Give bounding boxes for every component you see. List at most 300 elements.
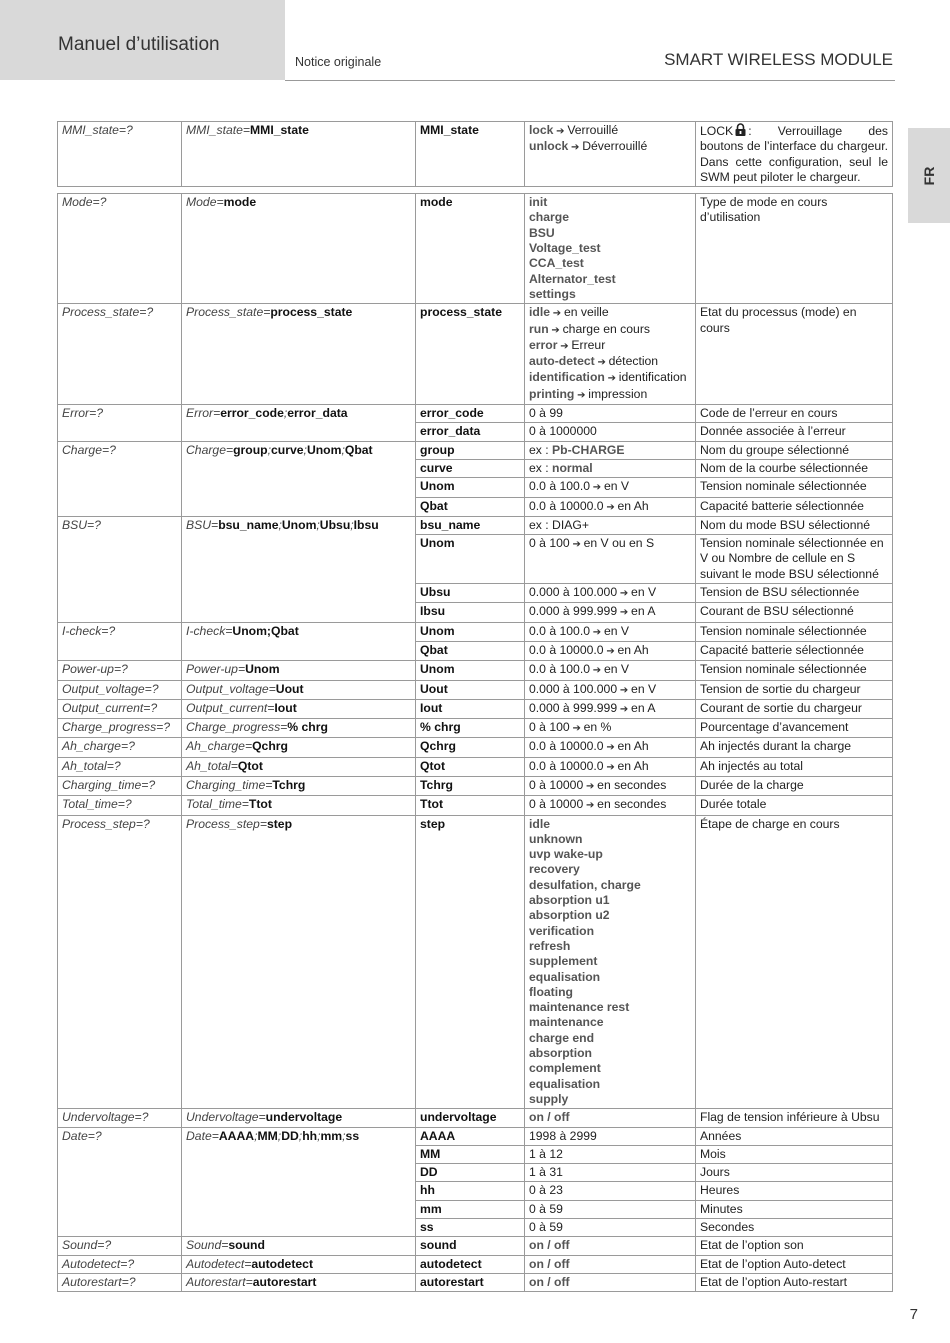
response-param: process_state — [270, 305, 353, 320]
separator: ; — [277, 1128, 282, 1143]
param-name-cell: Unom — [416, 478, 525, 497]
value-line — [529, 424, 691, 439]
value-text: impression — [588, 386, 648, 401]
description-cell: Durée totale — [696, 796, 893, 815]
table-row — [58, 796, 893, 815]
value-line — [529, 338, 691, 354]
values-cell — [525, 776, 696, 795]
product-name: SMART WIRELESS MODULE — [664, 50, 893, 69]
values-cell — [525, 1164, 696, 1182]
separator: ; — [316, 517, 320, 532]
response-cell — [182, 699, 416, 718]
values-cell — [525, 497, 696, 516]
description-cell: Ah injectés durant la charge — [696, 738, 893, 757]
response-param: MMI_state — [250, 123, 309, 137]
value-text: 0 à 59 — [529, 1201, 563, 1216]
description-cell: Tension de sortie du chargeur — [696, 680, 893, 699]
response-prefix: Charge_progress= — [186, 720, 288, 735]
value-keyword: on / off — [529, 1274, 570, 1289]
command-cell: Undervoltage=? — [58, 1109, 182, 1127]
value-line — [529, 1220, 691, 1235]
command-cell: Power-up=? — [58, 661, 182, 680]
values-cell — [525, 1237, 696, 1255]
value-text: 0 à 23 — [529, 1183, 563, 1198]
response-prefix: Output_voltage= — [186, 681, 276, 696]
response-prefix: Error= — [186, 406, 221, 421]
value-text: 0 à 99 — [529, 406, 563, 421]
command-cell: Date=? — [58, 1127, 182, 1237]
param-name-cell: curve — [416, 459, 525, 477]
param-name-cell: Qbat — [416, 641, 525, 660]
value-line — [529, 847, 691, 862]
value-text: 0.000 à 100.000 — [529, 585, 618, 600]
response-param: autorestart — [252, 1274, 317, 1289]
value-keyword: maintenance — [529, 1015, 604, 1030]
value-unit: en Ah — [617, 642, 649, 657]
values-cell — [525, 796, 696, 815]
values-cell — [525, 516, 696, 534]
description-cell: Tension de BSU sélectionnée — [696, 584, 893, 603]
response-prefix: I-check= — [186, 623, 233, 638]
value-text: charge en cours — [562, 321, 650, 336]
response-param: error_data — [287, 406, 348, 421]
value-unit: en V — [631, 681, 657, 696]
value-line — [529, 123, 691, 139]
table-row — [58, 757, 893, 776]
response-cell — [182, 1109, 416, 1127]
table-row — [58, 719, 893, 738]
value-unit: en V ou en S — [583, 536, 655, 551]
response-prefix: Autorestart= — [186, 1274, 253, 1289]
value-text: 0 à 1000000 — [529, 424, 597, 439]
value-line — [529, 499, 691, 515]
value-line — [529, 195, 691, 210]
param-name-cell: Qchrg — [416, 738, 525, 757]
description-cell: Minutes — [696, 1200, 893, 1218]
values-cell — [525, 1109, 696, 1127]
value-line — [529, 1031, 691, 1046]
value-keyword: absorption u2 — [529, 908, 610, 923]
arrow-icon: ➔ — [568, 142, 583, 154]
response-param: bsu_name — [218, 517, 279, 532]
response-prefix: BSU= — [186, 517, 219, 532]
value-line — [529, 643, 691, 659]
document-title: Manuel d’utilisation — [58, 34, 220, 55]
value-text: 0.0 à 100.0 — [529, 623, 590, 638]
value-text: Erreur — [571, 337, 606, 352]
response-param: Ibsu — [353, 517, 379, 532]
value-line — [529, 908, 691, 923]
language-tab — [908, 128, 950, 223]
value-unit: en secondes — [597, 797, 667, 812]
value-text: 0.0 à 100.0 — [529, 662, 590, 677]
description-cell: Pourcentage d’avancement — [696, 719, 893, 738]
values-cell — [525, 622, 696, 641]
param-name-cell: mm — [416, 1200, 525, 1218]
values-cell — [525, 1219, 696, 1237]
row-gap-cell — [58, 187, 893, 194]
table-row — [58, 815, 893, 1109]
value-unit: en % — [583, 720, 612, 735]
description-cell: Capacité batterie sélectionnée — [696, 641, 893, 660]
response-prefix: Date= — [186, 1128, 219, 1143]
arrow-icon: ➔ — [583, 780, 598, 792]
response-cell — [182, 405, 416, 442]
value-line — [529, 1202, 691, 1217]
response-cell — [182, 796, 416, 815]
document-subtitle: Notice originale — [295, 55, 382, 69]
response-param: Tchrg — [272, 777, 306, 792]
param-name-cell: error_data — [416, 423, 525, 441]
response-param: step — [266, 816, 293, 831]
description-cell: Tension nominale sélectionnée — [696, 478, 893, 497]
table-row — [58, 699, 893, 718]
row-gap — [58, 187, 893, 194]
value-keyword: BSU — [529, 225, 555, 240]
response-param: Unom — [281, 517, 317, 532]
response-param: AAAA — [218, 1128, 255, 1143]
response-prefix: Autodetect= — [186, 1256, 252, 1271]
value-text: 1 à 31 — [529, 1165, 563, 1180]
value-line — [529, 739, 691, 755]
value-line — [529, 479, 691, 495]
response-cell — [182, 441, 416, 516]
description-cell: Etat de l’option Auto-detect — [696, 1255, 893, 1273]
value-line — [529, 322, 691, 338]
param-name-cell: mode — [416, 194, 525, 304]
command-cell: BSU=? — [58, 516, 182, 622]
command-cell: Output_current=? — [58, 699, 182, 718]
value-unit: en Ah — [617, 498, 649, 513]
value-text: 0 à 100 — [529, 536, 570, 551]
value-line — [529, 1092, 691, 1107]
table-row — [58, 194, 893, 304]
table-row — [58, 1255, 893, 1273]
values-cell — [525, 1200, 696, 1218]
arrow-icon: ➔ — [603, 645, 618, 657]
value-line — [529, 817, 691, 832]
values-cell — [525, 1145, 696, 1163]
param-name-cell: MM — [416, 1145, 525, 1163]
value-keyword: idle — [529, 816, 550, 831]
value-unit: en V — [603, 623, 630, 638]
response-cell — [182, 1237, 416, 1255]
value-keyword: on / off — [529, 1256, 570, 1271]
value-keyword: supply — [529, 1091, 569, 1106]
response-prefix: Total_time= — [186, 797, 249, 812]
param-name-cell: sound — [416, 1237, 525, 1255]
separator: ; — [283, 406, 288, 421]
value-keyword: Pb-CHARGE — [552, 442, 625, 457]
description-cell: Courant de sortie du chargeur — [696, 699, 893, 718]
value-line — [529, 720, 691, 736]
value-keyword: error — [529, 337, 558, 352]
value-keyword: identification — [529, 370, 605, 385]
description-cell: Etat du processus (mode) en cours — [696, 304, 893, 405]
description-text: LOCK — [700, 124, 734, 138]
response-cell — [182, 719, 416, 738]
response-prefix: Sound= — [186, 1238, 229, 1253]
value-keyword: idle — [529, 305, 550, 320]
value-keyword: run — [529, 321, 549, 336]
value-line — [529, 662, 691, 678]
value-keyword: maintenance rest — [529, 1000, 630, 1015]
response-cell — [182, 516, 416, 622]
response-param: sound — [228, 1238, 265, 1253]
value-text: 0 à 10000 — [529, 797, 584, 812]
value-line — [529, 1046, 691, 1061]
table-row — [58, 1127, 893, 1145]
value-text: en veille — [563, 305, 609, 320]
separator: ; — [267, 442, 272, 457]
arrow-icon: ➔ — [617, 684, 632, 696]
values-cell — [525, 680, 696, 699]
value-line — [529, 778, 691, 794]
separator: ; — [278, 517, 282, 532]
table-row — [58, 1237, 893, 1255]
value-unit: en Ah — [617, 739, 649, 754]
value-text: 0.0 à 10000.0 — [529, 739, 604, 754]
value-line — [529, 1129, 691, 1144]
arrow-icon: ➔ — [553, 126, 568, 137]
values-cell — [525, 122, 696, 187]
response-param: Qchrg — [252, 739, 288, 754]
value-line — [529, 585, 691, 601]
value-line — [529, 1077, 691, 1092]
value-line — [529, 682, 691, 698]
description-text: : Verrouillage des boutons de l’interface du chargeur. Dans cette configuration, seul le SWM peut piloter le chargeur. — [700, 124, 888, 184]
arrow-icon: ➔ — [617, 607, 632, 619]
value-line — [529, 862, 691, 877]
value-text: 0.0 à 100.0 — [529, 479, 590, 494]
response-param: Unom;Qbat — [232, 623, 299, 638]
values-cell — [525, 699, 696, 718]
value-line — [529, 954, 691, 969]
description-cell: Code de l’erreur en cours — [696, 405, 893, 423]
description-cell: Étape de charge en cours — [696, 815, 893, 1109]
param-name-cell: process_state — [416, 304, 525, 405]
value-text: 0.000 à 999.999 — [529, 604, 618, 619]
command-cell: Sound=? — [58, 1237, 182, 1255]
table-row — [58, 516, 893, 534]
param-name-cell: Unom — [416, 535, 525, 584]
arrow-icon: ➔ — [569, 539, 584, 551]
value-unit: en secondes — [597, 777, 667, 792]
response-cell — [182, 815, 416, 1109]
values-cell — [525, 1182, 696, 1200]
arrow-icon: ➔ — [603, 742, 618, 754]
description-cell: Durée de la charge — [696, 776, 893, 795]
separator: ; — [317, 1128, 321, 1143]
value-unit: en Ah — [617, 758, 649, 773]
response-cell — [182, 680, 416, 699]
value-unit: en V — [603, 662, 630, 677]
response-cell — [182, 661, 416, 680]
response-cell — [182, 776, 416, 795]
response-param: ss — [345, 1128, 360, 1143]
value-keyword: lock — [529, 123, 554, 137]
values-cell — [525, 423, 696, 441]
value-text: 0 à 100 — [529, 720, 570, 735]
separator: ; — [350, 517, 354, 532]
description-cell: Tension nominale sélectionnée — [696, 622, 893, 641]
description-cell: Etat de l’option son — [696, 1237, 893, 1255]
value-keyword: settings — [529, 286, 576, 301]
response-param: curve — [271, 442, 304, 457]
response-param: Ubsu — [319, 517, 351, 532]
description-cell: Ah injectés au total — [696, 757, 893, 776]
values-cell — [525, 1255, 696, 1273]
value-keyword: auto-detect — [529, 354, 595, 369]
value-keyword: verification — [529, 923, 595, 938]
values-cell — [525, 459, 696, 477]
value-keyword: absorption — [529, 1046, 592, 1061]
value-line — [529, 701, 691, 717]
command-cell: Charging_time=? — [58, 776, 182, 795]
response-param: Qtot — [237, 758, 263, 773]
value-keyword: refresh — [529, 938, 571, 953]
values-cell — [525, 478, 696, 497]
param-name-cell: group — [416, 441, 525, 459]
param-name-cell: ss — [416, 1219, 525, 1237]
arrow-icon: ➔ — [583, 800, 598, 812]
command-cell: MMI_state=? — [58, 122, 182, 187]
command-cell: Autodetect=? — [58, 1255, 182, 1273]
response-param: Unom — [245, 662, 280, 677]
command-cell: Charge_progress=? — [58, 719, 182, 738]
value-line — [529, 1015, 691, 1030]
param-name-cell: Uout — [416, 680, 525, 699]
header-divider — [285, 80, 895, 81]
value-keyword: Voltage_test — [529, 241, 601, 256]
value-keyword: absorption u1 — [529, 893, 610, 908]
value-text: détection — [608, 354, 659, 369]
param-name-cell: Ttot — [416, 796, 525, 815]
value-text: Déverrouillé — [582, 139, 648, 154]
values-cell — [525, 405, 696, 423]
value-keyword: recovery — [529, 862, 580, 877]
response-prefix: Process_step= — [186, 816, 267, 831]
value-keyword: on / off — [529, 1238, 570, 1253]
value-text: 1 à 12 — [529, 1146, 563, 1161]
value-line — [529, 139, 691, 155]
value-keyword: on / off — [529, 1110, 570, 1125]
value-text: 0.000 à 100.000 — [529, 681, 618, 696]
value-line — [529, 939, 691, 954]
command-cell: Mode=? — [58, 194, 182, 304]
value-line — [529, 272, 691, 287]
response-param: % chrg — [287, 720, 328, 735]
value-line — [529, 256, 691, 271]
value-line — [529, 1238, 691, 1253]
table-row — [58, 1273, 893, 1291]
value-line — [529, 461, 691, 476]
arrow-icon: ➔ — [557, 340, 572, 352]
value-line — [529, 970, 691, 985]
param-name-cell: % chrg — [416, 719, 525, 738]
value-keyword: normal — [552, 460, 593, 475]
param-name-cell: autodetect — [416, 1255, 525, 1273]
command-cell: Error=? — [58, 405, 182, 442]
response-cell — [182, 304, 416, 405]
param-name-cell: Unom — [416, 661, 525, 680]
table-row — [58, 680, 893, 699]
lock-icon — [735, 123, 746, 135]
description-cell: Etat de l’option Auto-restart — [696, 1273, 893, 1291]
value-line — [529, 832, 691, 847]
values-cell — [525, 719, 696, 738]
param-name-cell: Ubsu — [416, 584, 525, 603]
command-cell: Ah_total=? — [58, 757, 182, 776]
response-param: mm — [320, 1128, 343, 1143]
value-line — [529, 210, 691, 225]
command-cell: Autorestart=? — [58, 1273, 182, 1291]
table-row — [58, 122, 893, 187]
param-name-cell: autorestart — [416, 1273, 525, 1291]
values-cell — [525, 1273, 696, 1291]
value-line — [529, 624, 691, 640]
response-cell — [182, 1255, 416, 1273]
values-cell — [525, 603, 696, 622]
arrow-icon: ➔ — [603, 501, 618, 513]
values-cell — [525, 584, 696, 603]
description-cell: Courant de BSU sélectionné — [696, 603, 893, 622]
response-param: Qbat — [344, 442, 373, 457]
value-line — [529, 226, 691, 241]
value-keyword: printing — [529, 386, 575, 401]
response-param: Uout — [275, 681, 304, 696]
command-cell: Charge=? — [58, 441, 182, 516]
value-text: identification — [618, 370, 687, 385]
arrow-icon: ➔ — [574, 389, 589, 401]
values-cell — [525, 815, 696, 1109]
description-cell: Donnée associée à l’erreur — [696, 423, 893, 441]
param-name-cell: MMI_state — [416, 122, 525, 187]
command-cell: Total_time=? — [58, 796, 182, 815]
value-line — [529, 305, 691, 321]
value-keyword: floating — [529, 984, 574, 999]
value-keyword: uvp wake-up — [529, 847, 603, 862]
separator: ; — [341, 442, 345, 457]
command-cell: Process_step=? — [58, 815, 182, 1109]
value-keyword: complement — [529, 1061, 601, 1076]
response-param: MM — [257, 1128, 278, 1143]
value-text: 0.000 à 999.999 — [529, 700, 618, 715]
command-table — [57, 121, 893, 1292]
value-keyword: init — [529, 195, 548, 210]
description-cell: Flag de tension inférieure à Ubsu — [696, 1109, 893, 1127]
value-text: 0 à 59 — [529, 1220, 563, 1234]
page-number: 7 — [909, 1306, 918, 1323]
table-row — [58, 776, 893, 795]
separator: ; — [254, 1128, 258, 1143]
response-prefix: Ah_charge= — [186, 739, 253, 754]
arrow-icon: ➔ — [548, 324, 563, 336]
value-keyword: unknown — [529, 831, 583, 846]
value-line — [529, 759, 691, 775]
response-param: autodetect — [251, 1256, 314, 1271]
value-text: 0.0 à 10000.0 — [529, 758, 604, 773]
value-line — [529, 604, 691, 620]
response-cell — [182, 1127, 416, 1237]
response-cell — [182, 194, 416, 304]
response-param: error_code — [220, 406, 284, 421]
separator: ; — [303, 442, 307, 457]
language-tab-label: FR — [921, 166, 937, 185]
value-keyword: unlock — [529, 139, 569, 154]
response-prefix: Process_state= — [186, 305, 271, 320]
response-param: Iout — [274, 700, 297, 715]
